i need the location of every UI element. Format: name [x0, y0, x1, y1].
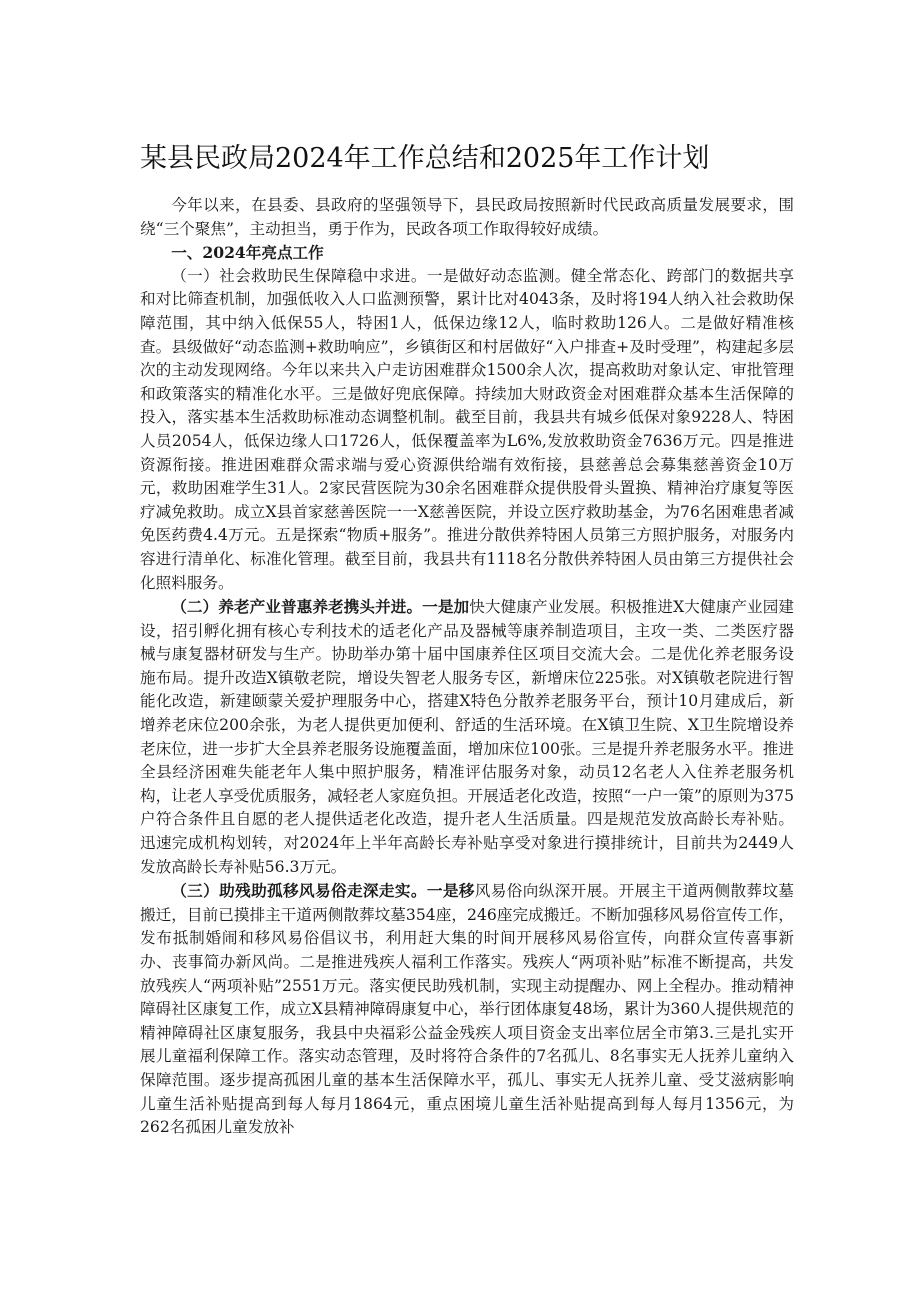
body-elderly-care: 快大健康产业发展。积极推进X大健康产业园建设，招引孵化拥有核心专利技术的适老化产品及器械等康养制造项目，主攻一类、二类医疗器械与康复器材研发与生产。协助举办第十届中国康养住区项目交流大会。二是优化养老服务设施布局。提升改造X镇敬老院，增设失智老人服务专区，新增床位225张。对X镇敬老院进行智能化改造，新建颐蒙关爱护理服务中心，搭建X特色分散养老服务平台，预计10月建成后，新增养老床位200余张，为老人提供更加便利、舒适的生活环境。在X镇卫生院、X卫生院增设养老床位，进一步扩大全县养老服务设施覆盖面，增加床位100张。三是提升养老服务水平。推进全县经济困难失能老年人集中照护服务，精准评估服务对象，动员12名老人入住养老服务机构，让老人享受优质服务，减轻老人家庭负担。开展适老化改造，按照“一户一策”的原则为375户符合条件且自愿的老人提供适老化改造，提升老人生活质量。四是规范发放高龄长寿补贴。迅速完成机构划转，对2024年上半年高龄长寿补贴享受对象进行摸排统计，目前共为2449人发放高龄长寿补贴56.3万元。 — [140, 598, 794, 876]
document-title: 某县民政局2024年工作总结和2025年工作计划 — [140, 143, 710, 174]
section-heading-highlights: 一、2024年亮点工作 — [171, 243, 324, 263]
subheading-elderly-care: （二）养老产业普惠养老携头并进。一是加 — [171, 597, 470, 617]
document-page — [140, 142, 794, 1140]
intro-paragraph: 今年以来，在县委、县政府的坚强领导下，县民政局按照新时代民政高质量发展要求，围绕“三个聚焦”，主动担当，勇于作为，民政各项工作取得较好成绩。 — [140, 196, 794, 238]
body-disability-orphans: 风易俗向纵深开展。开展主干道两侧散葬坟墓搬迁，目前已摸排主干道两侧散葬坟墓354座，246座完成搬迁。不断加强移风易俗宣传工作，发布抵制婚闹和移风易俗倡议书，利用赶大集的时间开展移风易俗宣传，向群众宣传喜事新办、丧事简办新风尚。二是推进残疾人福利工作落实。残疾人“两项补贴”标准不断提高，共发放残疾人“两项补贴”2551万元。落实便民助残机制，实现主动提醒办、网上全程办。推动精神障碍社区康复工作，成立X县精神障碍康复中心，举行团体康复48场，累计为360人提供规范的精神障碍社区康复服务，我县中央福彩公益金残疾人项目资金支出率位居全市第3.三是扎实开展儿童福利保障工作。落实动态管理，及时将符合条件的7名孤儿、8名事实无人抚养儿童纳入保障范围。逐步提高孤困儿童的基本生活保障水平，孤儿、事实无人抚养儿童、受艾滋病影响儿童生活补贴提高到每人每月1864元，重点困境儿童生活补贴提高到每人每月1356元，为262名孤困儿童发放补 — [140, 882, 794, 1137]
subheading-disability-orphans: （三）助残助孤移风易俗走深走实。一是移 — [171, 881, 475, 901]
paragraph-social-assistance: （一）社会救助民生保障稳中求进。一是做好动态监测。健全常态化、跨部门的数据共享和对比筛查机制，加强低收入人口监测预警，累计比对4043条，及时将194人纳入社会救助保障范围，其中纳入低保55人，特困1人，低保边缘12人，临时救助126人。二是做好精准核查。县级做好“动态监测+救助响应”，乡镇街区和村居做好“入户排查+及时受理”，构建起多层次的主动发现网络。今年以来共入户走访困难群众1500余人次，提高救助对象认定、审批管理和政策落实的精准化水平。三是做好兜底保障。持续加大财政资金对困难群众基本生活保障的投入，落实基本生活救助标准动态调整机制。截至目前，我县共有城乡低保对象9228人、特困人员2054人，低保边缘人口1726人，低保覆盖率为L6%,发放救助资金7636万元。四是推进资源衔接。推进困难群众需求端与爱心资源供给端有效衔接，县慈善总会募集慈善资金10万元，救助困难学生31人。2家民营医院为30余名困难群众提供股骨头置换、精神治疗康复等医疗减免救助。成立X县首家慈善医院一一X慈善医院，并设立医疗救助基金，为76名困难患者减免医药费4.4万元。五是探索“物质+服务”。推进分散供养特困人员第三方照护服务，对服务内容进行清单化、标准化管理。截至目前，我县共有1118名分散供养特困人员由第三方提供社会化照料服务。 — [140, 266, 794, 592]
paragraph-disability-orphans — [140, 879, 794, 1140]
paragraph-elderly-care — [140, 595, 794, 879]
